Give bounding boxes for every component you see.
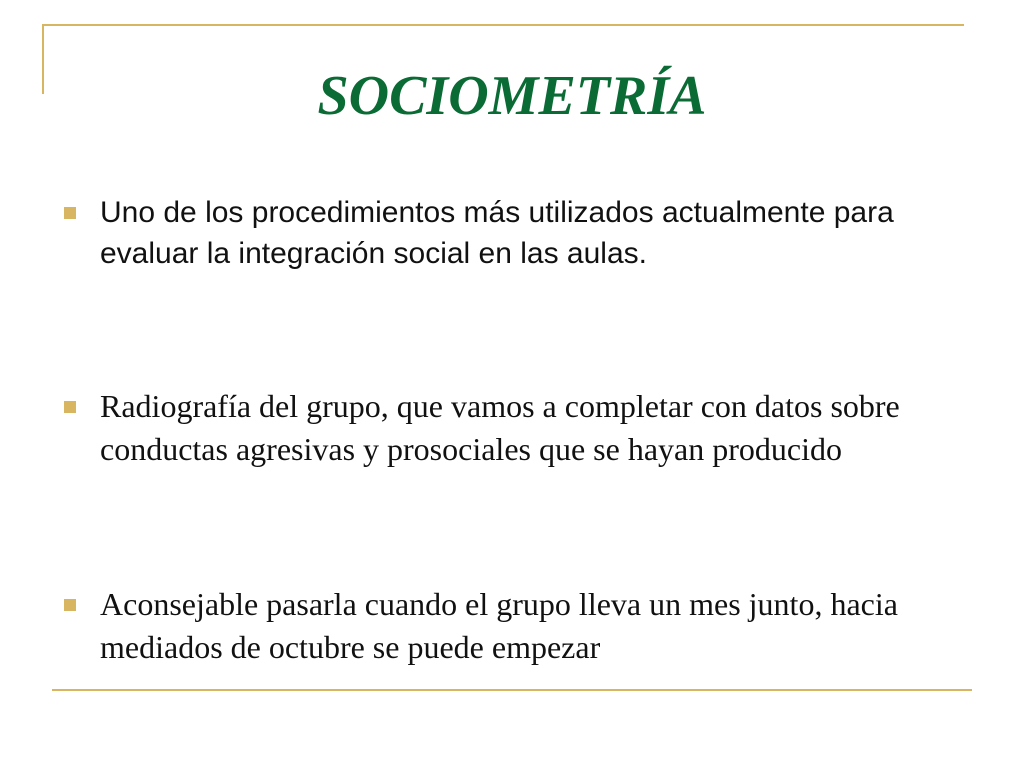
top-rule — [42, 24, 964, 26]
square-bullet-icon — [64, 401, 76, 413]
bullet-text: Aconsejable pasarla cuando el grupo lleva un mes junto, hacia mediados de octubre se puede empezar — [100, 586, 898, 665]
square-bullet-icon — [64, 207, 76, 219]
bottom-rule — [52, 689, 972, 691]
bullet-item — [64, 583, 964, 669]
bullet-text: Uno de los procedimientos más utilizados actualmente para evaluar la integración social en las aulas. — [100, 196, 894, 270]
bullet-item — [64, 385, 964, 471]
slide-title: SOCIOMETRÍA — [317, 65, 707, 127]
bullet-text: Radiografía del grupo, que vamos a completar con datos sobre conductas agresivas y prosociales que se hayan producido — [100, 388, 900, 467]
bullet-item — [64, 192, 964, 274]
square-bullet-icon — [64, 599, 76, 611]
